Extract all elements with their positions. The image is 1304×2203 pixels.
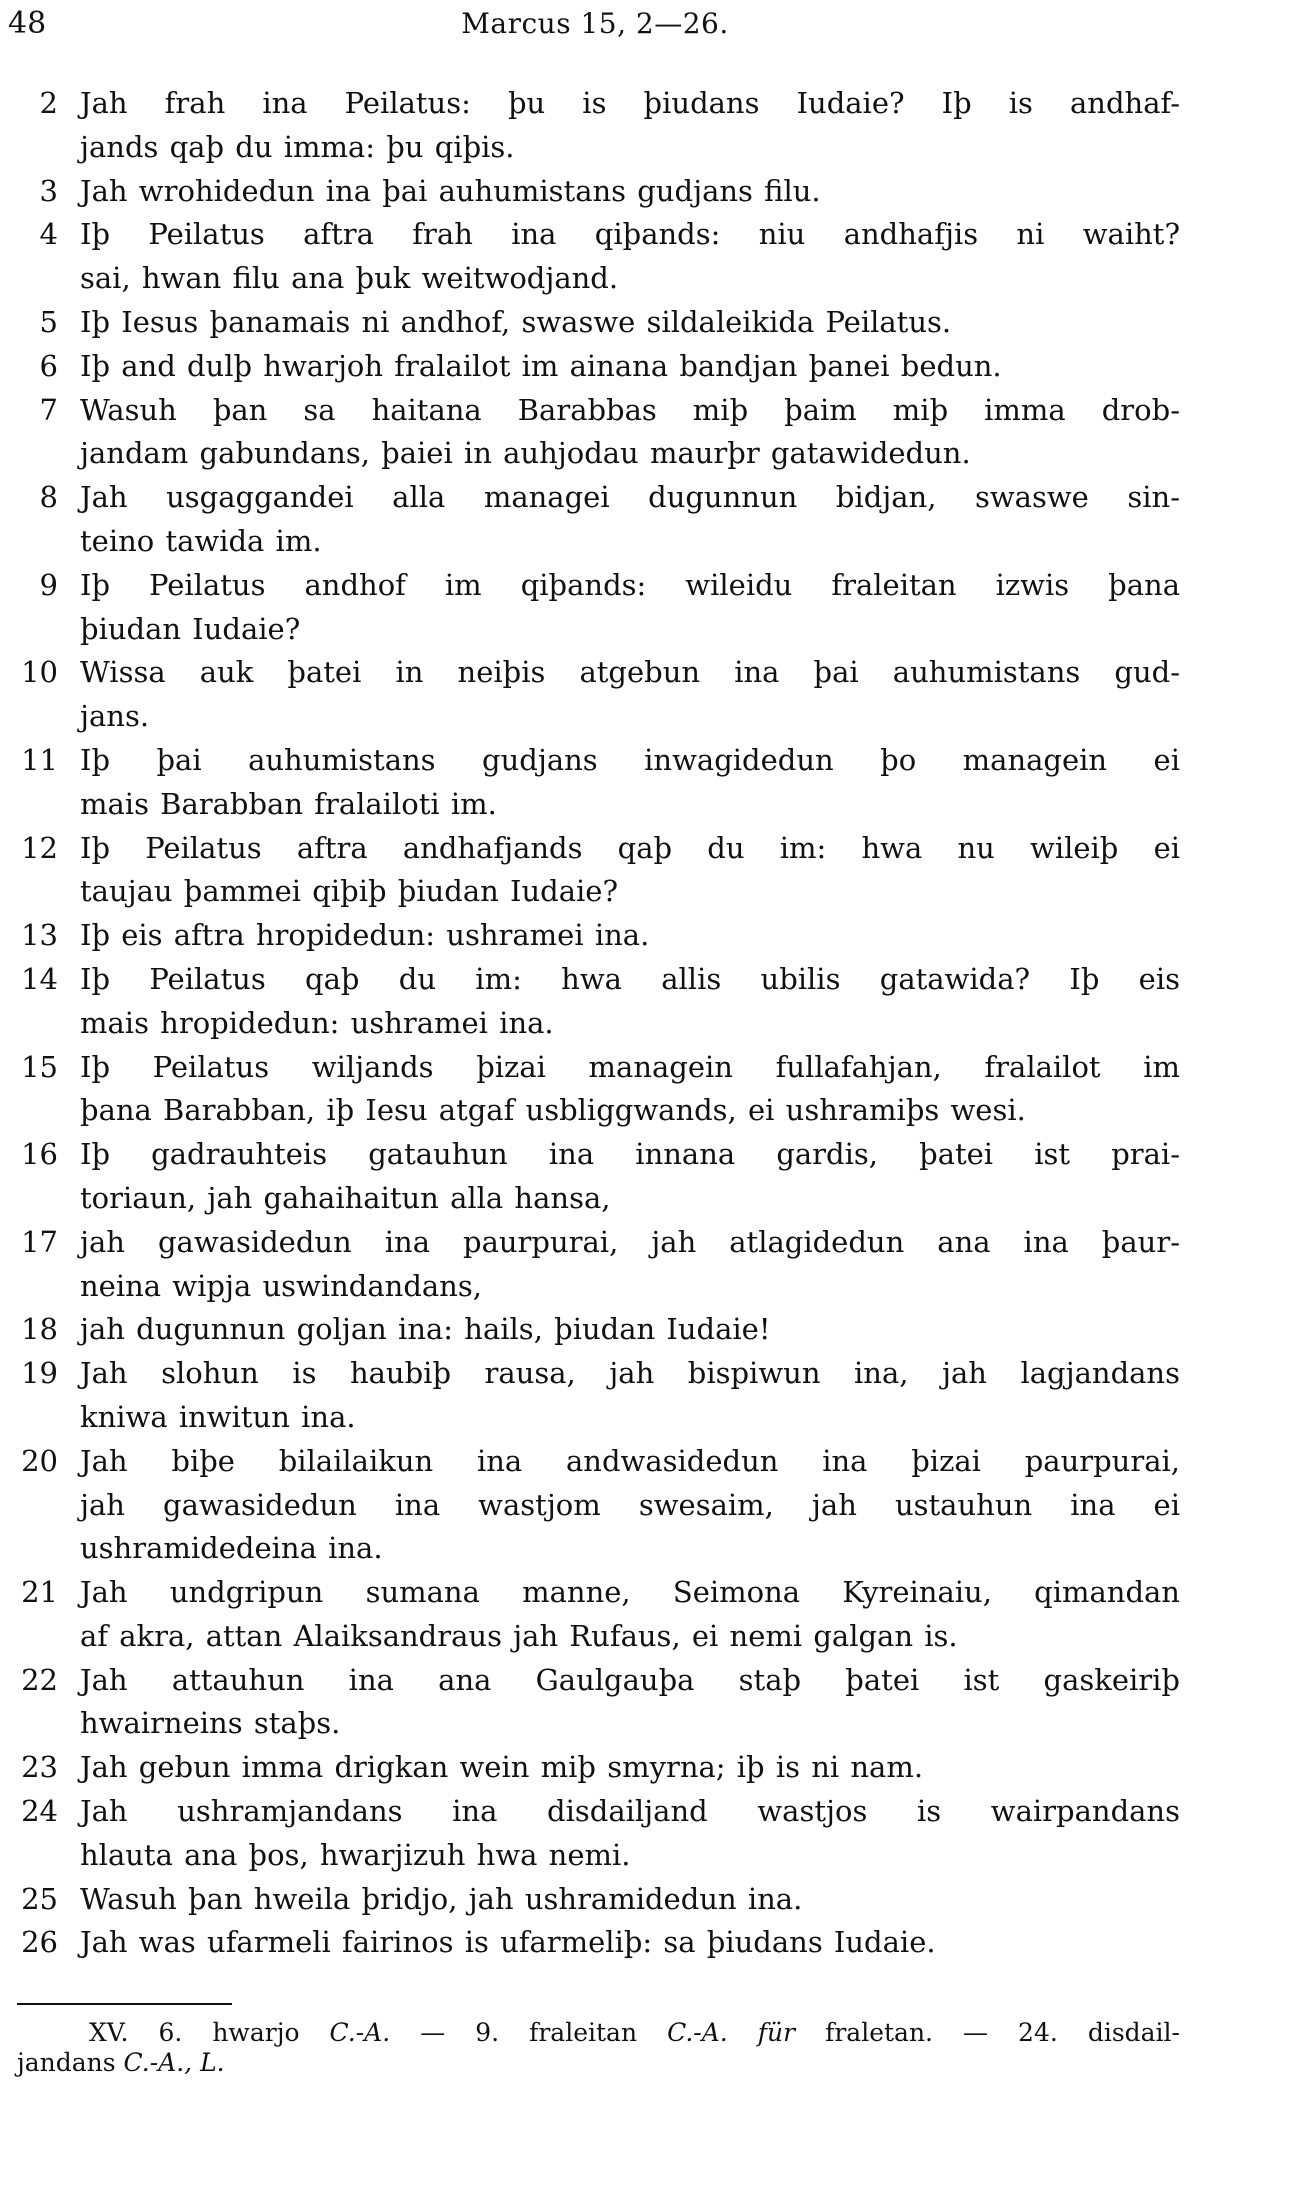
verse-text: hwairneins staþs. bbox=[80, 1706, 341, 1741]
verse-number: 2 bbox=[39, 86, 58, 120]
verse-text: jah gawasidedun ina wastjom swesaim, jah ustauhun ina ei bbox=[80, 1487, 1180, 1522]
verse-text: jandam gabundans, þaiei in auhjodau maurþr gatawidedun. bbox=[80, 436, 971, 471]
verse-text: taujau þammei qiþiþ þiudan Iudaie? bbox=[80, 874, 619, 909]
verse-line bbox=[0, 1265, 1304, 1309]
verse-line bbox=[0, 1046, 1304, 1090]
verse-line bbox=[0, 608, 1304, 652]
verse-text: Iþ Peilatus aftra andhafjands qaþ du im: hwa nu wileiþ ei bbox=[80, 830, 1180, 865]
verse-text: Jah undgripun sumana manne, Seimona Kyreinaiu, qimandan bbox=[80, 1575, 1180, 1610]
verse-text: Jah biþe bilailaikun ina andwasidedun ina þizai paurpurai, bbox=[80, 1443, 1180, 1478]
verse-line bbox=[0, 1089, 1304, 1133]
verse-number: 15 bbox=[21, 1049, 58, 1084]
verse-text: jands qaþ du imma: þu qiþis. bbox=[80, 129, 515, 164]
verse-line bbox=[0, 476, 1304, 520]
verse-line bbox=[0, 257, 1304, 301]
footnote-text: XV. 6. hwarjo bbox=[89, 2018, 330, 2047]
verse-number: 18 bbox=[21, 1312, 58, 1347]
verse-line bbox=[0, 870, 1304, 914]
verse-line bbox=[0, 1352, 1304, 1396]
verse-number: 22 bbox=[21, 1662, 58, 1697]
verse-line bbox=[0, 1396, 1304, 1440]
verse-text: jah dugunnun goljan ina: hails, þiudan Iudaie! bbox=[80, 1312, 771, 1347]
verse-line bbox=[0, 695, 1304, 739]
verse-line bbox=[0, 1702, 1304, 1746]
verse-line bbox=[0, 1133, 1304, 1177]
footnote-text: — 9. fraleitan bbox=[390, 2018, 668, 2047]
verse-text: Iþ Peilatus andhof im qiþands: wileidu fraleitan izwis þana bbox=[80, 567, 1180, 602]
verse-text: Jah frah ina Peilatus: þu is þiudans Iudaie? Iþ is andhaf- bbox=[80, 86, 1180, 120]
footnote-text bbox=[728, 2018, 758, 2047]
verse-text: kniwa inwitun ina. bbox=[80, 1399, 356, 1434]
verse-line bbox=[0, 739, 1304, 783]
verse-number: 4 bbox=[39, 217, 58, 252]
verse-text: þana Barabban, iþ Iesu atgaf usbliggwands, ei ushramiþs wesi. bbox=[80, 1093, 1026, 1128]
verse-line bbox=[0, 126, 1304, 170]
verse-line bbox=[0, 564, 1304, 608]
verse-number: 3 bbox=[39, 173, 58, 208]
verse-number: 23 bbox=[21, 1750, 58, 1785]
verse-text: mais Barabban fralailoti im. bbox=[80, 786, 497, 821]
verse-line bbox=[0, 1878, 1304, 1922]
verse-text: Jah usgaggandei alla managei dugunnun bidjan, swaswe sin- bbox=[80, 480, 1180, 515]
verse-text: Jah slohun is haubiþ rausa, jah bispiwun ina, jah lagjandans bbox=[80, 1356, 1180, 1391]
verse-number: 20 bbox=[21, 1443, 58, 1478]
verse-number: 12 bbox=[21, 830, 58, 865]
verse-line bbox=[0, 213, 1304, 257]
verse-text: Wasuh þan hweila þridjo, jah ushramidedun ina. bbox=[80, 1881, 803, 1916]
verse-text: teino tawida im. bbox=[80, 523, 322, 558]
verse-text: Iþ Peilatus qaþ du im: hwa allis ubilis gatawida? Iþ eis bbox=[80, 961, 1180, 996]
verse-text: Jah ushramjandans ina disdailjand wastjos is wairpandans bbox=[80, 1794, 1180, 1829]
verse-text: Wissa auk þatei in neiþis atgebun ina þai auhumistans gud- bbox=[80, 655, 1180, 690]
verse-line bbox=[0, 82, 1304, 126]
verse-number: 9 bbox=[39, 567, 58, 602]
verse-line bbox=[0, 520, 1304, 564]
verse-number: 11 bbox=[21, 742, 58, 777]
verse-number: 7 bbox=[39, 392, 58, 427]
verse-text: þiudan Iudaie? bbox=[80, 611, 301, 646]
verse-number: 19 bbox=[21, 1356, 58, 1391]
verse-text: Iþ þai auhumistans gudjans inwagidedun þo managein ei bbox=[80, 742, 1180, 777]
footnote-text: fraletan. — 24. disdail- bbox=[795, 2018, 1180, 2047]
verse-line bbox=[0, 432, 1304, 476]
verse-line bbox=[0, 1177, 1304, 1221]
verse-line bbox=[0, 1527, 1304, 1571]
verse-line bbox=[0, 1571, 1304, 1615]
verse-line bbox=[0, 1746, 1304, 1790]
verse-number: 24 bbox=[21, 1794, 58, 1829]
verse-text: Jah was ufarmeli fairinos is ufarmeliþ: sa þiudans Iudaie. bbox=[80, 1925, 936, 1960]
verse-number: 25 bbox=[21, 1881, 58, 1916]
verse-line bbox=[0, 345, 1304, 389]
verse-text: Iþ and dulþ hwarjoh fralailot im ainana bandjan þanei bedun. bbox=[80, 348, 1002, 383]
verse-line bbox=[0, 1002, 1304, 1046]
verse-text: Wasuh þan sa haitana Barabbas miþ þaim miþ imma drob- bbox=[80, 392, 1180, 427]
verse-text: mais hropidedun: ushramei ina. bbox=[80, 1005, 554, 1040]
verse-line bbox=[0, 301, 1304, 345]
verse-line bbox=[0, 1221, 1304, 1265]
verse-line bbox=[0, 1834, 1304, 1878]
verse-number: 16 bbox=[21, 1137, 58, 1172]
verse-text: Iþ Iesus þanamais ni andhof, swaswe sildaleikida Peilatus. bbox=[80, 304, 952, 339]
verse-line bbox=[0, 1659, 1304, 1703]
verse-text: jah gawasidedun ina paurpurai, jah atlagidedun ana ina þaur- bbox=[80, 1224, 1180, 1259]
footnote-rule bbox=[17, 2003, 232, 2005]
footnote-siglum: C.-A., L. bbox=[123, 2048, 225, 2077]
verse-text: Jah gebun imma drigkan wein miþ smyrna; iþ is ni nam. bbox=[80, 1750, 924, 1785]
footnote-siglum: C.-A. bbox=[667, 2018, 728, 2047]
verse-number: 10 bbox=[21, 655, 58, 690]
verse-number: 8 bbox=[39, 480, 58, 515]
verse-number: 21 bbox=[21, 1575, 58, 1610]
verse-text: af akra, attan Alaiksandraus jah Rufaus, ei nemi galgan is. bbox=[80, 1618, 958, 1653]
verse-text: neina wipja uswindandans, bbox=[80, 1268, 482, 1303]
verse-number: 13 bbox=[21, 918, 58, 953]
verse-line bbox=[0, 1440, 1304, 1484]
verse-text: sai, hwan filu ana þuk weitwodjand. bbox=[80, 261, 619, 296]
verse-line bbox=[0, 389, 1304, 433]
footnote-text: jandans bbox=[17, 2048, 124, 2077]
footnote-line bbox=[17, 2048, 1180, 2078]
verse-line bbox=[0, 170, 1304, 214]
verse-line bbox=[0, 914, 1304, 958]
verse-text: hlauta ana þos, hwarjizuh hwa nemi. bbox=[80, 1837, 631, 1872]
verse-text: toriaun, jah gahaihaitun alla hansa, bbox=[80, 1180, 611, 1215]
verse-line bbox=[0, 827, 1304, 871]
verse-number: 5 bbox=[39, 304, 58, 339]
verse-number: 6 bbox=[39, 348, 58, 383]
verse-text: Iþ eis aftra hropidedun: ushramei ina. bbox=[80, 918, 650, 953]
verse-line bbox=[0, 783, 1304, 827]
verse-number: 14 bbox=[21, 961, 58, 996]
verse-line bbox=[0, 958, 1304, 1002]
verse-line bbox=[0, 651, 1304, 695]
verse-text: Iþ Peilatus aftra frah ina qiþands: niu andhafjis ni waiht? bbox=[80, 217, 1180, 252]
footnote-siglum: für bbox=[757, 2018, 796, 2047]
verse-line bbox=[0, 1921, 1304, 1965]
scripture-text bbox=[0, 82, 1304, 1965]
verse-line bbox=[0, 1790, 1304, 1834]
footnote-siglum: C.-A. bbox=[329, 2018, 391, 2047]
running-title: Marcus 15, 2—26. bbox=[461, 7, 729, 40]
verse-line bbox=[0, 1615, 1304, 1659]
verse-number: 26 bbox=[21, 1925, 58, 1960]
verse-line bbox=[0, 1484, 1304, 1528]
verse-text: Jah wrohidedun ina þai auhumistans gudjans filu. bbox=[80, 173, 821, 208]
verse-text: jans. bbox=[80, 699, 150, 734]
verse-text: Iþ Peilatus wiljands þizai managein fullafahjan, fralailot im bbox=[80, 1049, 1180, 1084]
verse-text: ushramidedeina ina. bbox=[80, 1531, 383, 1566]
footnote-line bbox=[17, 2018, 1180, 2048]
verse-number: 17 bbox=[21, 1224, 58, 1259]
page-number: 48 bbox=[8, 6, 47, 41]
footnote bbox=[17, 2018, 1180, 2078]
verse-line bbox=[0, 1308, 1304, 1352]
verse-text: Iþ gadrauhteis gatauhun ina innana gardis, þatei ist prai- bbox=[80, 1137, 1180, 1172]
verse-text: Jah attauhun ina ana Gaulgauþa staþ þatei ist gaskeiriþ bbox=[80, 1662, 1180, 1697]
